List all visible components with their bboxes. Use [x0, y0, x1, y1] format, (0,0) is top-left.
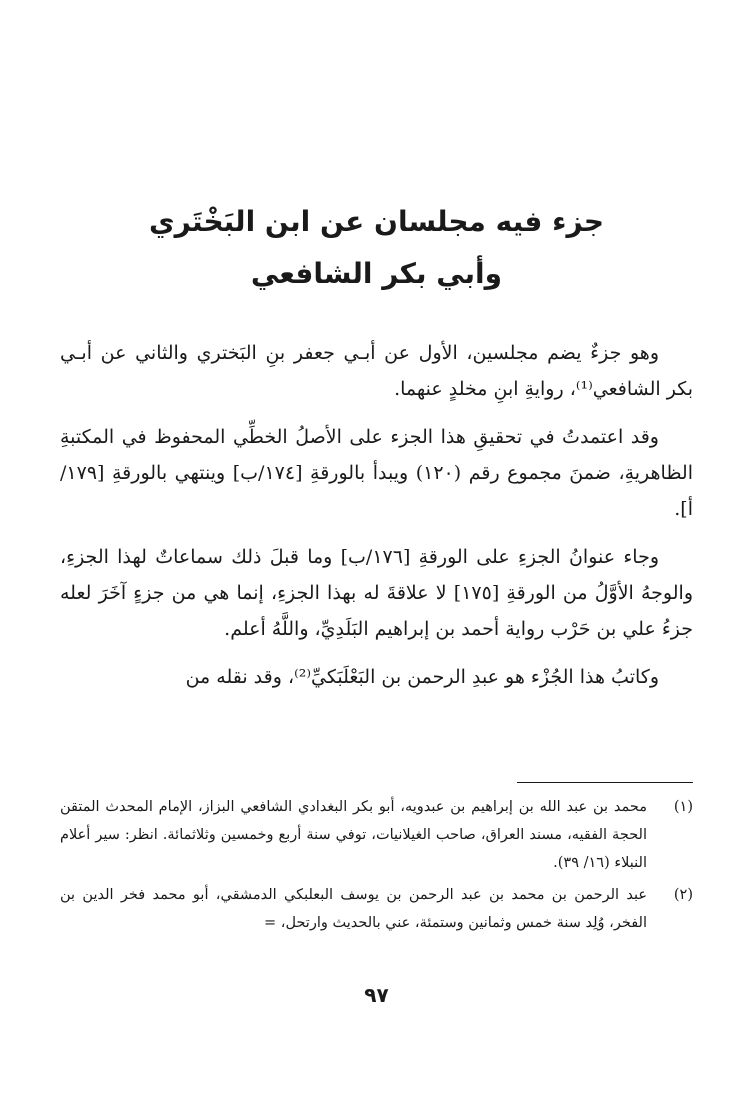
- title-line-1: جزء فيه مجلسان عن ابن البَخْتَري: [148, 205, 605, 238]
- paragraph-3: وجاء عنوانُ الجزءِ على الورقةِ [١٧٦/ب] وما قبلَ ذلك سماعاتٌ لهذا الجزءِ، والوجهُ الأوَّلُ من الورقةِ [١٧٥] لا علاقةَ له بهذا الجزءِ، إنما هي من جزءٍ آخَرَ لعله جزءُ علي بن حَرْب رواية أحمد بن إبراهيم البَلَدِيِّ، واللَّهُ أعلم.: [60, 546, 693, 640]
- chapter-title: [60, 196, 693, 300]
- book-page: [60, 0, 693, 1101]
- page-number: ٩٧: [364, 983, 389, 1007]
- footnote-text: عبد الرحمن بن محمد بن عبد الرحمن بن يوسف البعلبكي الدمشقي، أبو محمد فخر الدين بن الفخر، وُلِد سنة خمس وثمانين وستمئة، عني بالحديث وارتحل، =: [60, 887, 647, 931]
- footnote-number: (٢): [673, 887, 693, 903]
- footnote-2: [60, 881, 693, 937]
- paragraph-4: وكاتبُ هذا الجُزْء هو عبدِ الرحمن بن البَعْلَبَكيِّ⁽²⁾، وقد نقله من: [185, 666, 659, 688]
- paragraph-2: وقد اعتمدتُ في تحقيقِ هذا الجزء على الأصلُ الخطِّي المحفوظ في المكتبةِ الظاهريةِ، ضمنَ مجموع رقم (١٢٠) ويبدأ بالورقةِ [١٧٤/ب] وينتهي بالورقةِ [١٧٩/أ].: [60, 426, 693, 520]
- footnote-1: [60, 793, 693, 877]
- footnotes: [60, 793, 693, 941]
- footnote-number: (١): [673, 799, 693, 815]
- paragraph-1: وهو جزءٌ يضم مجلسين، الأول عن أبـي جعفر بنِ البَختري والثاني عن أبـي بكر الشافعي⁽¹⁾، روايةِ ابنِ مخلدٍ عنهما.: [60, 342, 693, 400]
- main-text: [60, 335, 693, 707]
- title-line-2: وأبي بكر الشافعي: [250, 257, 503, 290]
- footnote-text: محمد بن عبد الله بن إبراهيم بن عبدويه، أبو بكر البغدادي الشافعي البزاز، الإمام المحدث المتقن الحجة الفقيه، مسند العراق، صاحب الغيلانيات، توفي سنة أربع وخمسين وثلاثمائة. انظر: سير أعلام النبلاء (١٦/ ٣٩).: [60, 799, 647, 871]
- footnote-divider: [517, 782, 693, 783]
